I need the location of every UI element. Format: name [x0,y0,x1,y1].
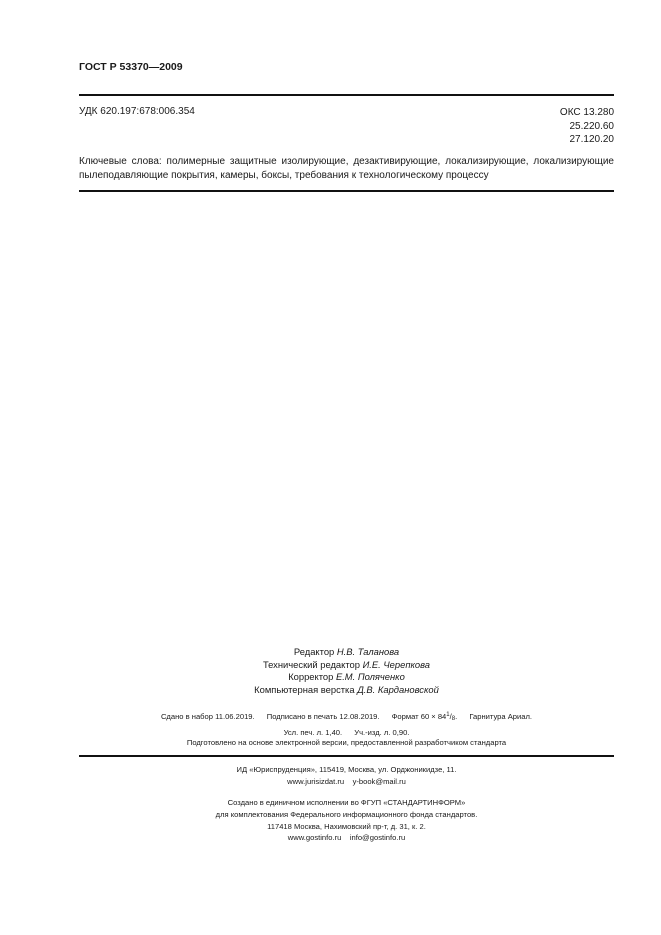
paper-format: Формат $60 \times 84^1/_8$. [391,712,458,722]
creator-address: 117418 Москва, Нахимовский пр-т, д. 31, к. 2. [267,821,426,831]
keywords-paragraph: Ключевые слова: полимерные защитные изолирующие, дезактивирующие, локализирующие, локализирующие пылеподавляющие покрытия, камеры, боксы, требования к технологическому процессу [79,156,614,181]
publisher-address: ИД «Юриспруденция», 115419, Москва, ул. Орджоникидзе, 11. [236,765,457,774]
oks-codes [520,106,614,147]
tech-editor-name: И.Е. Черепкова [362,658,431,670]
standard-code: ГОСТ Р 53370—2009 [79,61,183,73]
oks-line: ОКС 13.280 [559,107,614,118]
publisher-block [79,764,614,788]
udk-code: УДК 620.197:678:006.354 [79,106,195,117]
layout-name: Д.В. Кардановской [357,683,439,695]
print-sheets: Усл. печ. л. 1,40. [283,728,343,737]
layout-line [79,684,614,697]
keywords-rule [79,190,614,192]
creator-line-2: для комплектования Федерального информационного фонда стандартов. [215,809,478,819]
corrector-label: Корректор [288,671,334,683]
editorial-credits [79,646,614,696]
prepared-note: Подготовлено на основе электронной версии, предоставленной разработчиком стандарта [186,738,507,747]
publisher-site-link[interactable]: www.jurisizdat.ru [287,776,345,786]
publishing-sheets: Уч.-изд. л. 0,90. [354,728,410,737]
editor-label: Редактор [293,646,335,657]
creator-email-link[interactable]: info@gostinfo.ru [349,833,406,843]
creator-site-link[interactable]: www.gostinfo.ru [287,833,342,843]
publisher-contacts [79,776,614,788]
submitted-date: Сдано в набор 11.06.2019. [160,712,255,721]
oks-line: 25.220.60 [569,120,614,132]
creator-block [79,797,614,844]
signed-date: Подписано в печать 12.08.2019. [266,712,380,721]
creator-contacts [79,832,614,844]
footer-rule [79,755,614,757]
top-rule [79,94,614,96]
oks-line: 27.120.20 [569,134,614,145]
tech-editor-label: Технический редактор [262,658,360,670]
editor-name: Н.В. Таланова [336,646,400,657]
tech-editor-line [79,659,614,672]
corrector-name: Е.М. Поляченко [335,671,405,683]
typeface: Гарнитура Ариал. [469,712,533,721]
publisher-email-link[interactable]: y-book@mail.ru [352,776,406,786]
corrector-line [79,671,614,684]
layout-label: Компьютерная верстка [254,683,355,695]
editor-line [79,646,614,659]
publication-line-1 [79,709,614,726]
creator-line-1: Создано в единичном исполнении во ФГУП «СТАНДАРТИНФОРМ» [227,798,466,807]
publication-details [79,709,614,739]
